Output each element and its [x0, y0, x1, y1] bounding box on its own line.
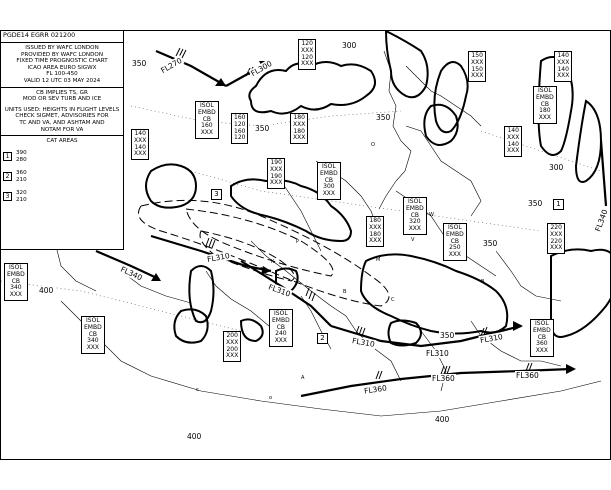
- cat-base: 280: [16, 156, 27, 163]
- cloud-box: 220 XXX 220 XXX: [547, 223, 565, 254]
- cloud-box: ISOL EMBD CB 320 XXX: [403, 197, 427, 235]
- cat-top: 320: [16, 190, 27, 197]
- issued-line: VALID 12 UTC 03 MAY 2024: [23, 77, 101, 84]
- cat-vals: [16, 190, 27, 203]
- svg-text:B: B: [481, 279, 485, 285]
- cat-id: 2: [3, 172, 12, 181]
- svg-text:B: B: [343, 289, 347, 295]
- cat-block: [1, 135, 123, 207]
- issued-block: [1, 43, 123, 87]
- jet-label: FL310: [267, 282, 292, 299]
- jet-label: FL340: [119, 264, 144, 283]
- tropopause-height: 350: [483, 239, 498, 248]
- jet-label: FL310: [206, 251, 231, 264]
- cat-row: [1, 167, 123, 187]
- issued-line: FL 100-450: [46, 71, 78, 78]
- svg-text:c: c: [196, 387, 199, 393]
- tropopause-height: 400: [187, 432, 202, 441]
- issued-line: FIXED TIME PROGNOSTIC CHART: [16, 58, 108, 65]
- wind-barbs: [176, 48, 532, 379]
- cat-marker: 3: [211, 189, 222, 200]
- cloud-box: 140 XXX 140 XXX: [554, 51, 572, 82]
- cat-base: 210: [16, 196, 27, 203]
- cloud-box: 190 XXX 190 XXX: [267, 158, 285, 189]
- tropopause-height: 350: [255, 124, 270, 133]
- cloud-box: ISOL EMBD CB 160 XXX: [195, 101, 219, 139]
- svg-text:K: K: [271, 259, 275, 265]
- legend-panel: [1, 31, 124, 250]
- svg-text:A: A: [301, 375, 305, 381]
- cat-top: 360: [16, 170, 27, 177]
- tropopause-height: 400: [435, 415, 450, 424]
- tropopause-height: 300: [342, 41, 357, 50]
- cloud-box: ISOL EMBD CB 300 XXX: [317, 162, 341, 200]
- cloud-box: 180 XXX 180 XXX: [290, 113, 308, 144]
- jet-label: FL360: [516, 371, 539, 380]
- cloud-box: 160 120 160 120: [231, 113, 248, 144]
- cloud-box: 140 XXX 140 XXX: [504, 126, 522, 157]
- jet-label: FL310: [351, 336, 376, 349]
- cloud-box: ISOL EMBD CB 250 XXX: [443, 223, 467, 261]
- issued-line: PROVIDED BY WAFC LONDON: [20, 51, 104, 58]
- tropopause-height: 350: [528, 199, 543, 208]
- cloud-box: 150 XXX 150 XXX: [468, 51, 486, 82]
- jet-label: FL360: [432, 374, 455, 383]
- cat-row: [1, 147, 123, 167]
- note-line: TC AND VA, AND ASHTAM AND: [19, 119, 105, 126]
- cat-row: [1, 187, 123, 207]
- cloud-box: ISOL EMBD CB 180 XXX: [533, 86, 557, 124]
- cat-marker: 2: [317, 333, 328, 344]
- tropopause-height: 350: [132, 59, 147, 68]
- jet-label: FL310: [426, 349, 449, 358]
- cat-id: 1: [3, 152, 12, 161]
- svg-text:o: o: [269, 395, 273, 401]
- jet-label: FL270: [159, 55, 184, 76]
- jet-label: FL360: [363, 383, 388, 396]
- svg-text:M: M: [376, 257, 381, 263]
- svg-text:C: C: [391, 297, 395, 303]
- jet-label: FL340: [593, 208, 610, 233]
- cloud-box: 120 XXX 120 XXX: [298, 39, 316, 70]
- svg-text:O: O: [371, 142, 375, 148]
- cloud-box: ISOL EMBD CB 360 XXX: [530, 319, 554, 357]
- svg-text:P: P: [296, 239, 300, 245]
- coastlines: [41, 51, 601, 416]
- cloud-box: 200 XXX 200 XXX: [223, 331, 241, 362]
- cloud-box: ISOL EMBD CB 340 XXX: [4, 263, 28, 301]
- tropopause-height: 350: [440, 331, 455, 340]
- note-line: CHECK SIGMET, ADVISORIES FOR: [15, 113, 109, 120]
- cat-vals: [16, 170, 27, 183]
- cat-base: 210: [16, 176, 27, 183]
- issued-line: ICAO AREA EURO SIGWX: [27, 64, 97, 71]
- sigwx-chart: [0, 30, 611, 460]
- notes-block: [1, 87, 123, 136]
- cat-id: 3: [3, 192, 12, 201]
- note-line: NOTAM FOR VA: [40, 126, 84, 133]
- cat-vals: [16, 150, 27, 163]
- cat-marker: 1: [553, 199, 564, 210]
- cat-top: 390: [16, 150, 27, 157]
- cloud-box: ISOL EMBD CB 240 XXX: [269, 309, 293, 347]
- cloud-box: 180 XXX 180 XXX: [366, 216, 384, 247]
- note-line: UNITS USED: HEIGHTS IN FLIGHT LEVELS: [4, 106, 120, 113]
- cloud-box: 140 XXX 140 XXX: [131, 129, 149, 160]
- jet-label: FL310: [479, 332, 504, 345]
- note-line: MOD OR SEV TURB AND ICE: [22, 96, 102, 103]
- tropopause-height: 350: [376, 113, 391, 122]
- tropopause-height: 400: [39, 286, 54, 295]
- cat-title: CAT AREAS: [46, 138, 78, 145]
- cloud-box: ISOL EMBD CB 340 XXX: [81, 316, 105, 354]
- tropopause-height: 300: [549, 163, 564, 172]
- issued-line: ISSUED BY WAFC LONDON: [25, 45, 99, 51]
- svg-text:V: V: [411, 237, 415, 243]
- chart-header: PGDE14 EGRR 021200: [1, 31, 123, 43]
- jet-label: FL300: [249, 58, 274, 79]
- svg-text:W: W: [429, 212, 434, 218]
- note-line: CB IMPLIES TS, GR: [36, 89, 88, 96]
